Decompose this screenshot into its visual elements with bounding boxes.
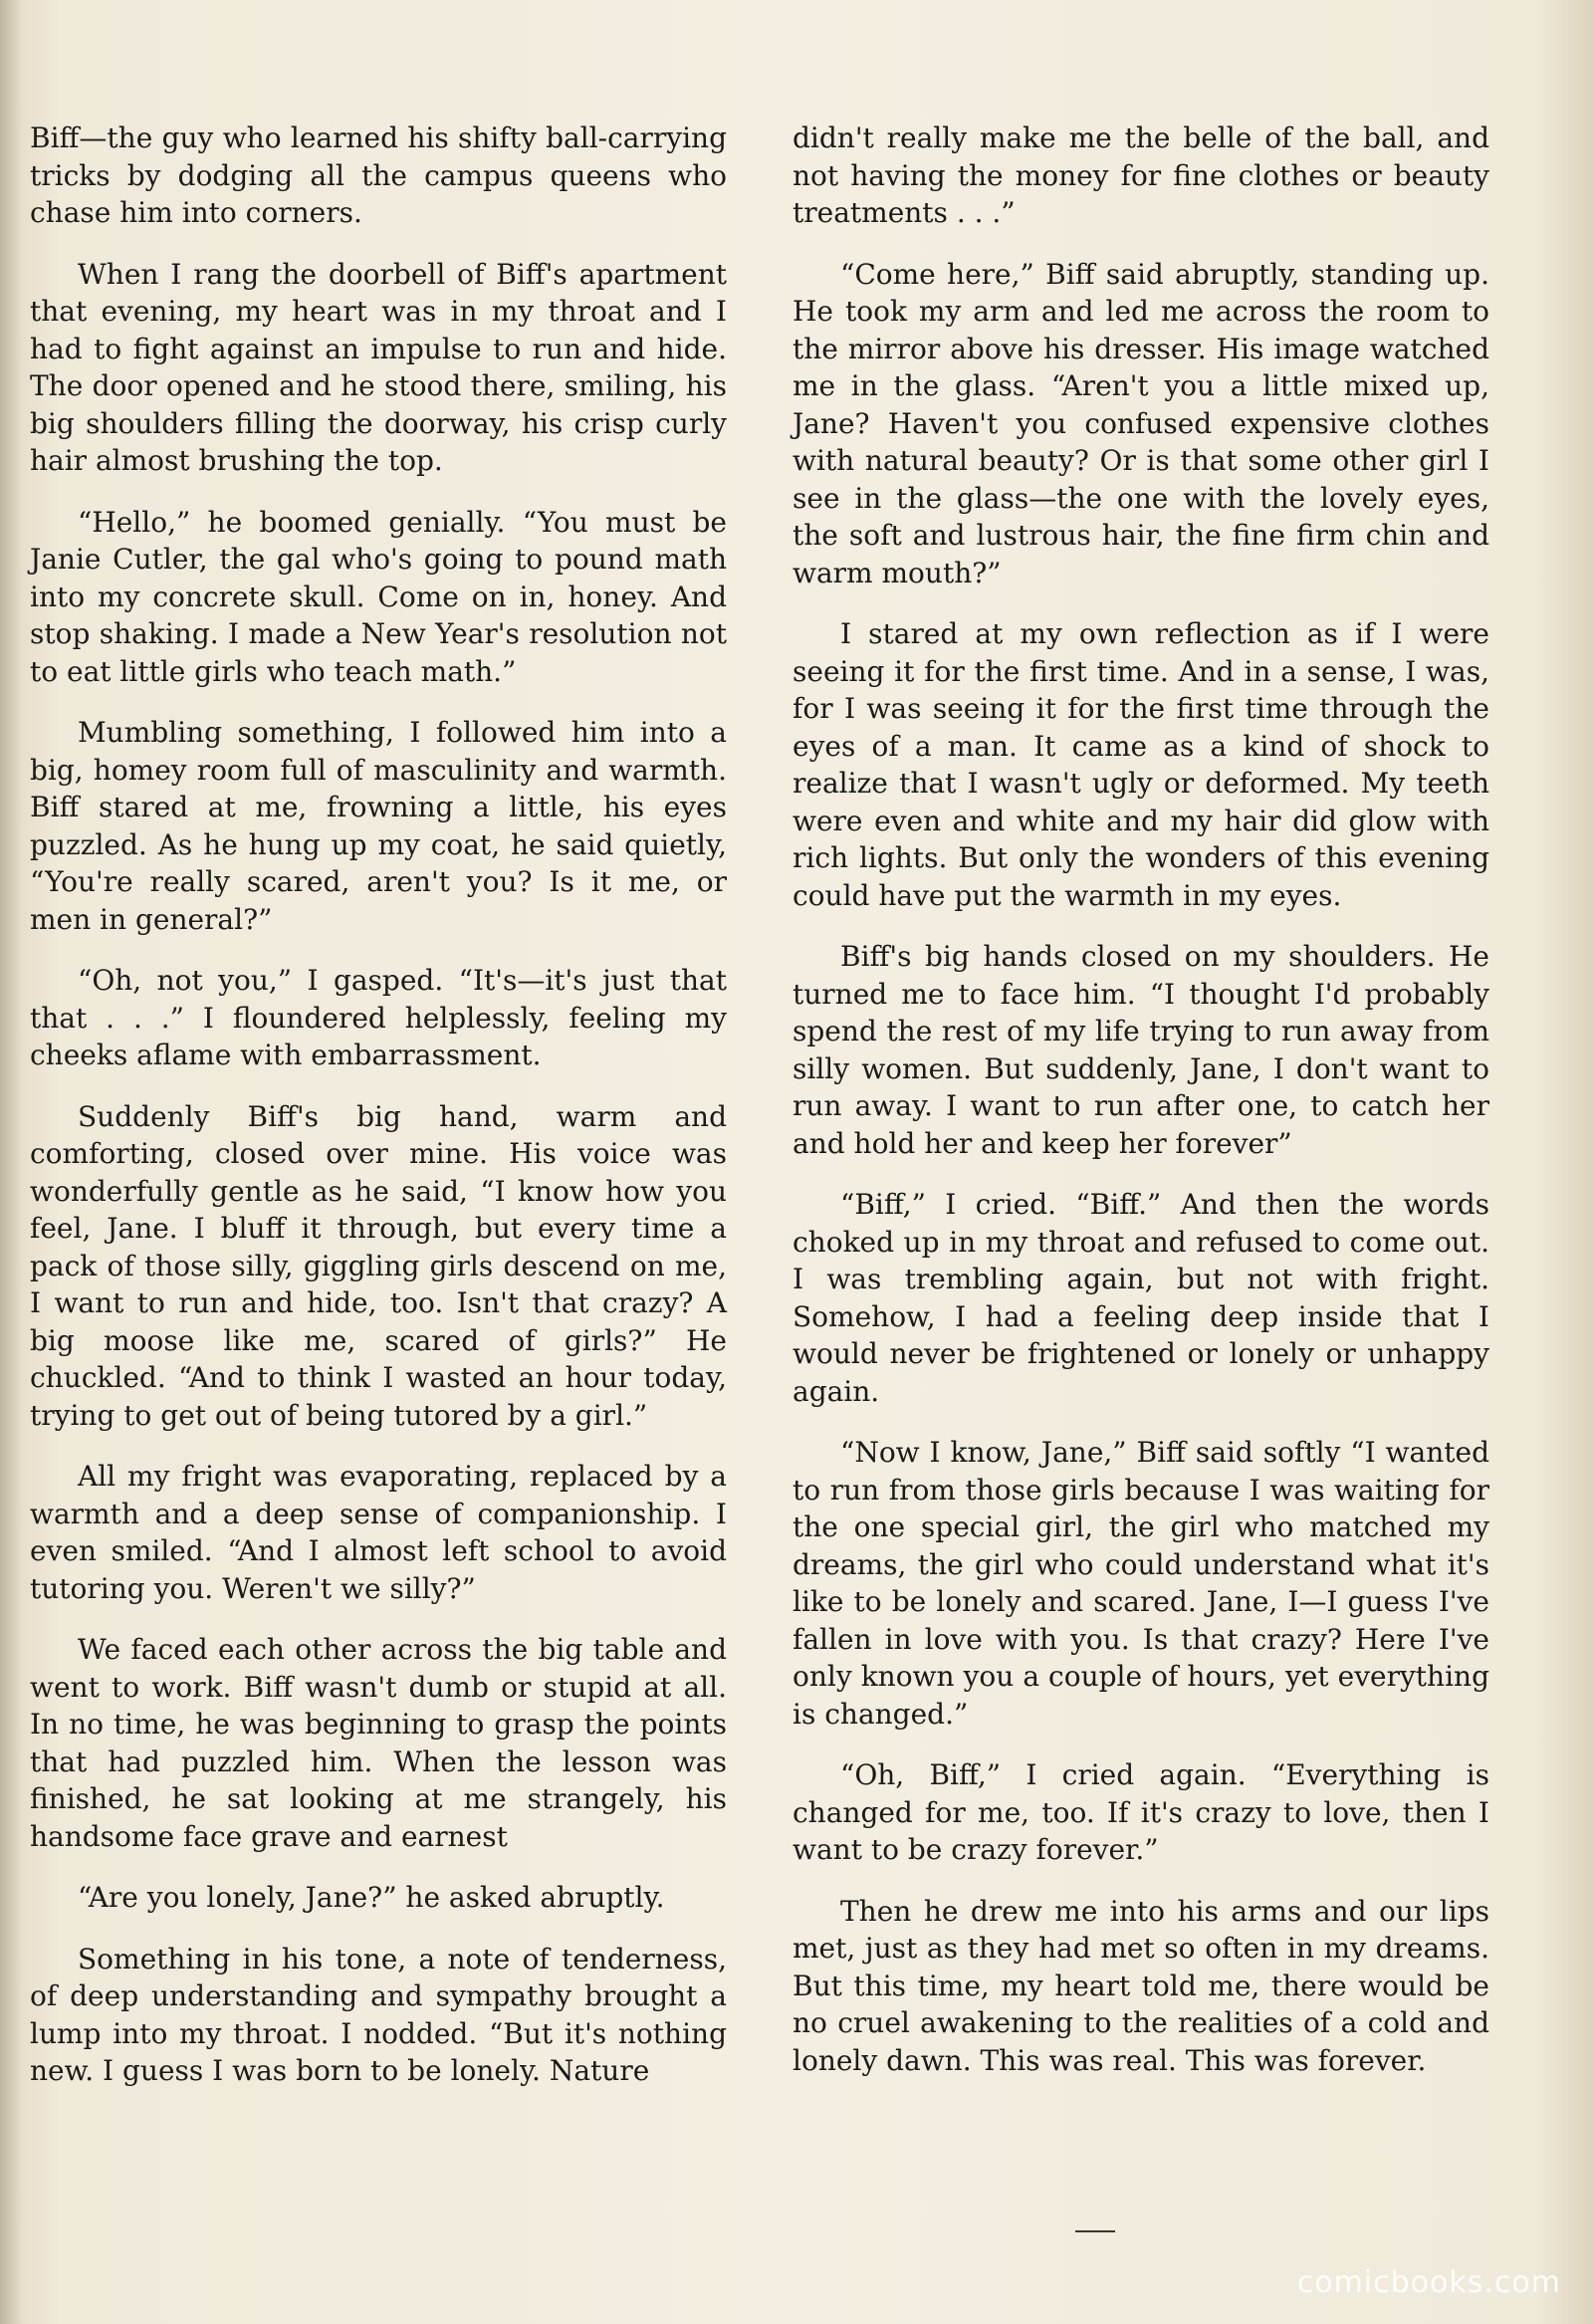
paragraph: “Oh, Biff,” I cried again. “Everything is changed for me, too. If it's crazy to love, then I want to be crazy forever.” xyxy=(793,1758,1489,1866)
paragraph: Something in his tone, a note of tenderness, of deep understanding and sympathy brought a lump into my throat. I nodded. “But it's nothing new. I guess I was born to be lonely. Nature xyxy=(30,1942,727,2087)
paragraph: I stared at my own reflection as if I were seeing it for the first time. And in a sense, I was, for I was seeing it for the first time through the eyes of a man. It came as a kind of shock to realize that I wasn't ugly or deformed. My teeth were even and white and my hair did glow with rich lights. But only the wonders of this evening could have put the warmth in my eyes. xyxy=(793,617,1489,912)
paragraph: We faced each other across the big table and went to work. Biff wasn't dumb or stupid at all. In no time, he was beginning to grasp the points that had puzzled him. When the lesson was finished, he sat looking at me strangely, his handsome face grave and earnest xyxy=(30,1633,727,1853)
paragraph: Biff's big hands closed on my shoulders. He turned me to face him. “I thought I'd probably spend the rest of my life trying to run away from silly women. But suddenly, Jane, I don't want to run away. I want to run after one, to catch her and hold her and keep her forever” xyxy=(793,940,1489,1160)
paragraph: “Are you lonely, Jane?” he asked abruptly. xyxy=(78,1881,665,1914)
right-column xyxy=(793,119,1489,2103)
paragraph: “Now I know, Jane,” Biff said softly “I wanted to run from those girls because I was waiting for the one special girl, the girl who matched my dreams, the girl who could understand what it's like to be lonely and scared. Jane, I—I guess I've fallen in love with you. Is that crazy? Here I've only known you a couple of hours, yet everything is changed.” xyxy=(793,1436,1489,1731)
left-column xyxy=(30,119,727,2114)
paragraph: Mumbling something, I followed him into a big, homey room full of masculinity and warmth. Biff stared at me, frowning a little, his eyes puzzled. As he hung up my coat, he said quietly, “You're really scared, aren't you? Is it me, or men in general?” xyxy=(30,716,727,936)
paragraph: All my fright was evaporating, replaced by a warmth and a deep sense of companionship. I even smiled. “And I almost left school to avoid tutoring you. Weren't we silly?” xyxy=(30,1460,727,1605)
paragraph: didn't really make me the belle of the ball, and not having the money for fine clothes or beauty treatments . . .” xyxy=(793,121,1489,229)
paragraph: “Hello,” he boomed genially. “You must be Janie Cutler, the gal who's going to pound math into my concrete skull. Come on in, honey. And stop shaking. I made a New Year's resolution not to eat little girls who teach math.” xyxy=(30,505,727,688)
binding-shadow xyxy=(0,0,22,2324)
footer-rule xyxy=(1075,2230,1115,2232)
paragraph: “Biff,” I cried. “Biff.” And then the words choked up in my throat and refused to come out. I was trembling again, but not with fright. Somehow, I had a feeling deep inside that I would never be frightened or lonely or unhappy again. xyxy=(793,1188,1489,1408)
paragraph: Then he drew me into his arms and our lips met, just as they had met so often in my dreams. But this time, my heart told me, there would be no cruel awakening to the realities of a cold and lonely dawn. This was real. This was forever. xyxy=(793,1894,1489,2077)
paragraph: When I rang the doorbell of Biff's apartment that evening, my heart was in my throat and I had to fight against an impulse to run and hide. The door opened and he stood there, smiling, his big shoulders filling the doorway, his crisp curly hair almost brushing the top. xyxy=(30,257,727,477)
watermark: comicbooks.com xyxy=(1296,2265,1561,2300)
paragraph: “Come here,” Biff said abruptly, standing up. He took my arm and led me across the room to the mirror above his dresser. His image watched me in the glass. “Aren't you a little mixed up, Jane? Haven't you confused expensive clothes with natural beauty? Or is that some other girl I see in the glass—the one with the lovely eyes, the soft and lustrous hair, the fine firm chin and warm mouth?” xyxy=(793,257,1489,589)
paragraph: Suddenly Biff's big hand, warm and comforting, closed over mine. His voice was wonderfully gentle as he said, “I know how you feel, Jane. I bluff it through, but every time a pack of those silly, giggling girls descend on me, I want to run and hide, too. Isn't that crazy? A big moose like me, scared of girls?” He chuckled. “And to think I wasted an hour today, trying to get out of being tutored by a girl.” xyxy=(30,1099,727,1432)
paragraph: “Oh, not you,” I gasped. “It's—it's just that that . . .” I floundered helplessly, feeling my cheeks aflame with embarrassment. xyxy=(30,964,727,1071)
paragraph: Biff—the guy who learned his shifty ball-carrying tricks by dodging all the campus queens who chase him into corners. xyxy=(30,121,727,229)
